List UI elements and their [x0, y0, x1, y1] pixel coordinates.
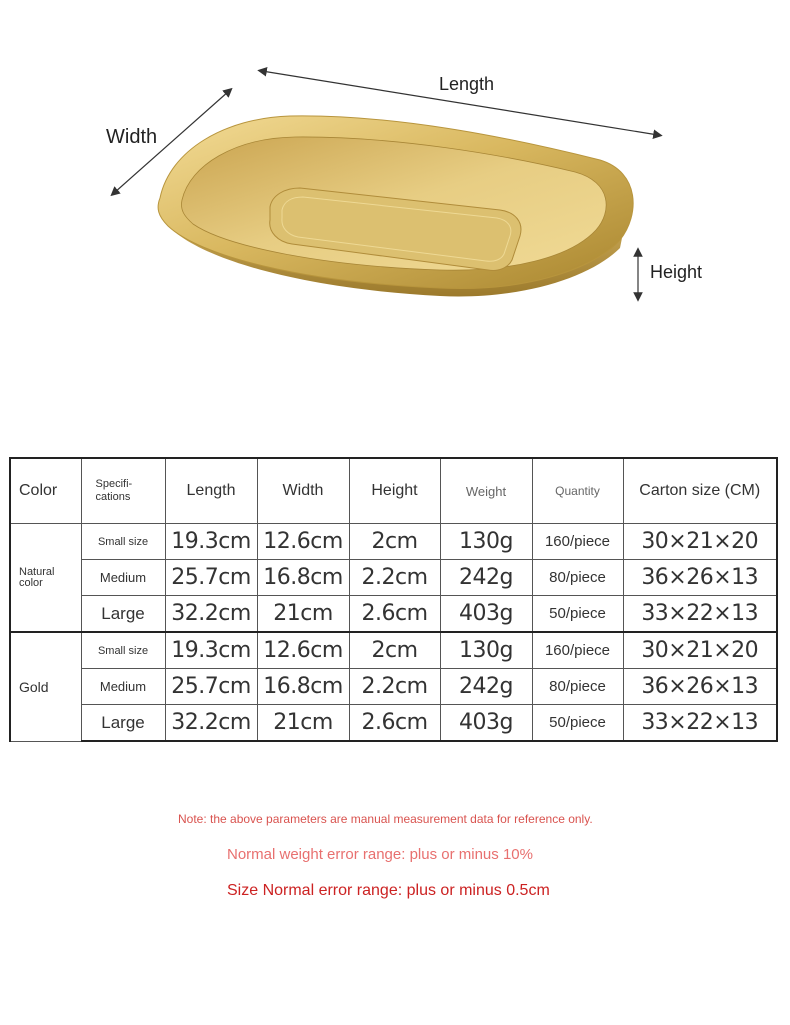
height-cell: 2cm [349, 632, 440, 669]
height-label: Height [650, 262, 703, 282]
carton-cell: 36×26×13 [623, 560, 777, 596]
width-cell: 21cm [257, 596, 349, 633]
width-cell: 16.8cm [257, 669, 349, 705]
size-error-note: Size Normal error range: plus or minus 0.5cm [227, 882, 550, 899]
length-cell: 32.2cm [165, 705, 257, 742]
header-specifications: Specifi- cations [81, 458, 165, 524]
table-row [10, 596, 777, 633]
length-cell: 19.3cm [165, 524, 257, 560]
weight-cell: 130g [440, 524, 532, 560]
width-cell: 12.6cm [257, 632, 349, 669]
quantity-cell: 80/piece [532, 669, 623, 705]
height-cell: 2cm [349, 524, 440, 560]
header-weight: Weight [440, 458, 532, 524]
product-figure [0, 0, 790, 420]
spec-cell: Small size [81, 524, 165, 560]
length-cell: 32.2cm [165, 596, 257, 633]
height-cell: 2.6cm [349, 596, 440, 633]
carton-cell: 30×21×20 [623, 524, 777, 560]
width-cell: 21cm [257, 705, 349, 742]
table-header-row [10, 458, 777, 524]
color-cell: Natural color [10, 524, 81, 633]
width-cell: 12.6cm [257, 524, 349, 560]
table-row [10, 560, 777, 596]
reference-note: Note: the above parameters are manual measurement data for reference only. [178, 812, 593, 826]
weight-cell: 403g [440, 705, 532, 742]
quantity-cell: 80/piece [532, 560, 623, 596]
length-label: Length [439, 74, 495, 94]
length-cell: 19.3cm [165, 632, 257, 669]
spec-cell: Large [81, 596, 165, 633]
table-row [10, 632, 777, 669]
carton-cell: 30×21×20 [623, 632, 777, 669]
header-length: Length [165, 458, 257, 524]
width-label: Width [106, 126, 158, 148]
carton-cell: 36×26×13 [623, 669, 777, 705]
header-height: Height [349, 458, 440, 524]
length-cell: 25.7cm [165, 669, 257, 705]
height-cell: 2.2cm [349, 669, 440, 705]
height-cell: 2.6cm [349, 705, 440, 742]
quantity-cell: 160/piece [532, 524, 623, 560]
header-quantity: Quantity [532, 458, 623, 524]
table-row [10, 524, 777, 560]
weight-cell: 130g [440, 632, 532, 669]
header-carton: Carton size (CM) [623, 458, 777, 524]
spec-cell: Small size [81, 632, 165, 669]
spec-table [9, 457, 778, 742]
quantity-cell: 50/piece [532, 705, 623, 742]
quantity-cell: 50/piece [532, 596, 623, 633]
spec-cell: Medium [81, 560, 165, 596]
carton-cell: 33×22×13 [623, 596, 777, 633]
color-cell: Gold [10, 632, 81, 741]
spec-cell: Large [81, 705, 165, 742]
table-row [10, 669, 777, 705]
header-width: Width [257, 458, 349, 524]
header-color: Color [10, 458, 81, 524]
height-cell: 2.2cm [349, 560, 440, 596]
weight-cell: 242g [440, 560, 532, 596]
quantity-cell: 160/piece [532, 632, 623, 669]
table-row [10, 705, 777, 742]
spec-cell: Medium [81, 669, 165, 705]
weight-cell: 403g [440, 596, 532, 633]
width-cell: 16.8cm [257, 560, 349, 596]
carton-cell: 33×22×13 [623, 705, 777, 742]
length-cell: 25.7cm [165, 560, 257, 596]
weight-cell: 242g [440, 669, 532, 705]
gold-tray-illustration [0, 0, 790, 420]
weight-error-note: Normal weight error range: plus or minus 10% [227, 846, 533, 863]
